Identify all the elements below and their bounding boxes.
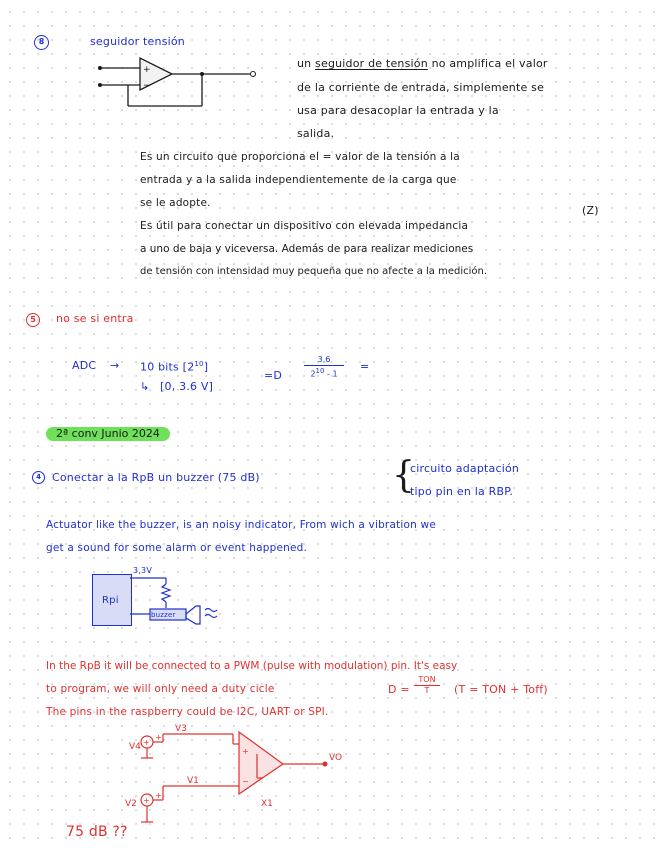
opamp-minus-sign: − (143, 81, 151, 91)
v2-label: V2 (125, 799, 137, 809)
body-line-2: entrada y a la salida independientemente de la carga que (140, 174, 457, 186)
description-line-2: de la corriente de entrada, simplemente se (297, 81, 545, 94)
resolution-fraction: $\frac{3,6}{2^{10} - 1}$ (304, 355, 344, 380)
arrow-right-icon: → (110, 359, 120, 372)
buzzer-circuit-diagram (130, 570, 240, 630)
svg-text:+: + (143, 796, 150, 805)
exam-session-banner: 2ª conv Junio 2024 (46, 427, 170, 441)
adc-range: [0, 3.6 V] (160, 380, 214, 393)
svg-text:+: + (143, 738, 150, 747)
return-arrow-icon: ↳ (140, 380, 150, 393)
opamp-circuit-diagram (125, 722, 355, 832)
voltage-label: 3,3V (133, 566, 152, 575)
answer-line-2: get a sound for some alarm or event happened. (46, 542, 308, 554)
brace-item-2: tipo pin en la RBP. (410, 485, 514, 498)
curly-brace: { (392, 455, 415, 496)
adc-bits: 10 bits $[2^{10}]$ (140, 360, 209, 374)
implies-symbol: =D (264, 369, 283, 382)
description-line-3: usa para desacoplar la entrada y la (297, 104, 499, 117)
body-line-5: a uno de baja y viceversa. Además de para realizar mediciones (140, 243, 474, 255)
section-number-badge: 5 (26, 313, 40, 327)
adc-label: ADC (72, 359, 97, 372)
pwm-line-2: to program, we will only need a duty cicle (46, 683, 275, 695)
pwm-line-3: The pins in the raspberry could be I2C, UART or SPI. (46, 706, 329, 718)
x1-label: X1 (261, 799, 273, 809)
body-line-1: Es un circuito que proporciona el = valor de la tensión a la (140, 151, 460, 163)
opamp-plus-sign: + (143, 65, 151, 75)
v3-label: V3 (175, 724, 187, 734)
svg-text:+: + (155, 733, 162, 742)
duty-fraction: TON T (414, 675, 440, 696)
description-line-4: salida. (297, 127, 335, 140)
pwm-line-1: In the RpB it will be connected to a PWM (pulse with modulation) pin. It's easy (46, 660, 458, 672)
underlined-term: seguidor de tensión (315, 57, 428, 70)
section-title: seguidor tensión (90, 35, 185, 48)
margin-mark: (Z) (582, 204, 599, 217)
section-number-badge: 4 (32, 471, 45, 484)
body-line-4: Es útil para conectar un dispositivo con elevada impedancia (140, 220, 469, 232)
svg-text:+: + (242, 747, 249, 756)
svg-text:−: − (242, 777, 249, 786)
uncertain-note: no se si entra (56, 312, 134, 325)
voltage-follower-diagram (90, 50, 270, 120)
duty-prefix: D = (388, 683, 410, 696)
bottom-note: 75 dB ?? (66, 824, 128, 840)
description-line-1: un seguidor de tensión no amplifica el valor (297, 57, 548, 70)
answer-line-1: Actuator like the buzzer, is an noisy indicator, From wich a vibration we (46, 519, 436, 531)
rpi-label: Rpi (102, 595, 119, 606)
vo-label: VO (329, 753, 343, 763)
v4-label: V4 (129, 742, 141, 752)
equals-sign: = (360, 360, 370, 373)
question-text: Conectar a la RpB un buzzer (75 dB) (52, 471, 260, 484)
svg-text:+: + (155, 791, 162, 800)
section-number-badge: 8 (34, 35, 49, 50)
period-formula: (T = TON + Toff) (454, 683, 548, 696)
buzzer-label: buzzer (151, 611, 176, 619)
body-line-3: se le adopte. (140, 197, 211, 209)
body-line-6: de tensión con intensidad muy pequeña que no afecte a la medición. (140, 266, 488, 277)
brace-item-1: circuito adaptación (410, 462, 520, 475)
v1-label: V1 (187, 776, 199, 786)
